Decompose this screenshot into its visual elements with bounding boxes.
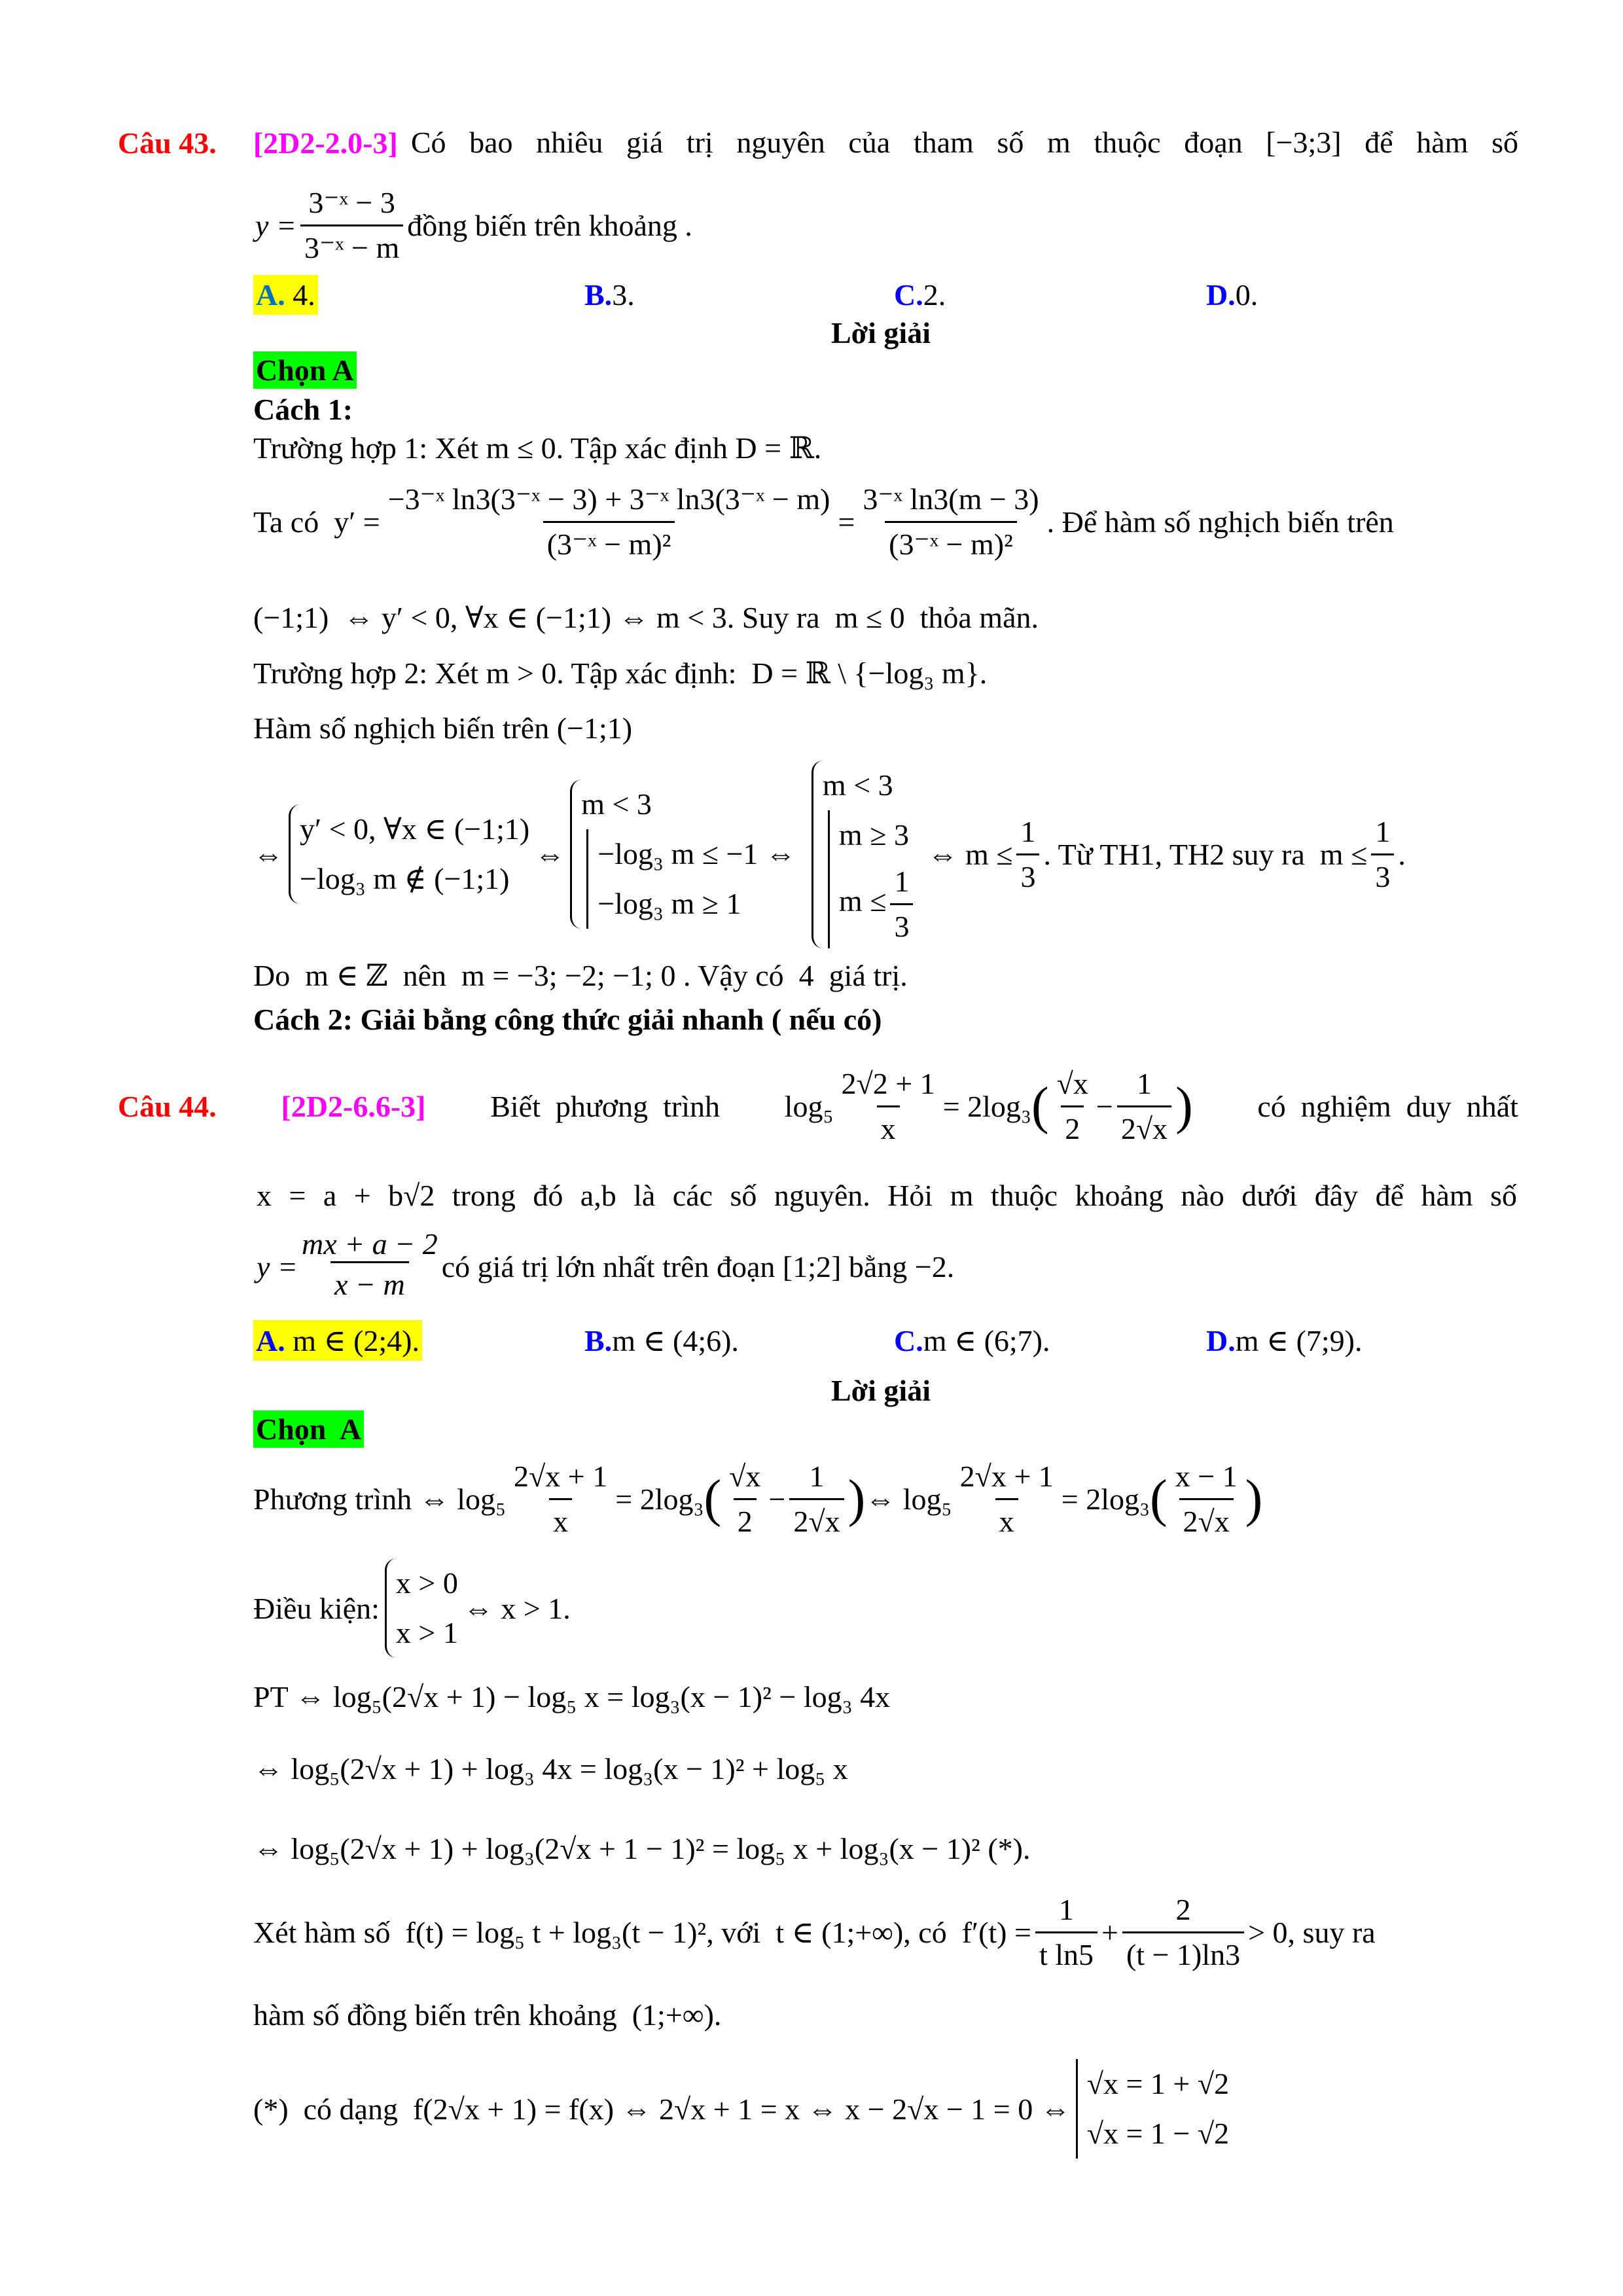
condition-line: (−1;1) ⇔ y′ < 0, ∀x ∈ (−1;1) ⇔ m < 3. Suy ra m ≤ 0 thỏa mãn. xyxy=(253,601,1039,634)
option-a[interactable] xyxy=(253,274,318,315)
final-line xyxy=(253,2067,1234,2150)
denominator: 3 xyxy=(1016,853,1039,899)
pt-mid: ⇔ log₅ xyxy=(865,1482,952,1516)
plus: + xyxy=(1101,1915,1118,1949)
numerator: 1 xyxy=(1136,1066,1152,1100)
denominator: 2√x xyxy=(789,1498,844,1543)
derivative-line xyxy=(253,482,1394,561)
sys-row: −log₃ m ∉ (−1;1) xyxy=(300,862,510,895)
chosen-answer xyxy=(253,349,357,391)
equals-2log3: = 2log₃ xyxy=(942,1089,1031,1123)
step-2: ⇔ log₅(2√x + 1) + log₃ 4x = log₃(x − 1)² + log₅ x xyxy=(253,1751,848,1785)
denominator: 3⁻ˣ − m xyxy=(300,224,403,270)
consider-prefix: Xét hàm số f(t) = log₅ t + log₃(t − 1)², với t ∈ (1;+∞), có f′(t) = xyxy=(253,1916,1031,1949)
equation-transform: Phương trình ⇔ log₅ $\frac{2√x + 1}{x}$ = 2log₃ ( $\frac{√x}{2}$ − $\frac{1}{2√x}$ ) ⇔ log₅ $\frac{2√x + 1}{x}$ = 2log₃ ( $\frac{x - 1}{2√x}$ ) xyxy=(253,1478,1262,1520)
equals-2log3: = 2log₃ xyxy=(615,1482,704,1516)
numerator: 2√x + 1 xyxy=(959,1459,1054,1493)
question-stem-end: có nghiệm duy nhất xyxy=(1257,1089,1518,1123)
deriv-prefix: Ta có y′ = xyxy=(253,505,380,539)
sys-row: √x = 1 + √2 xyxy=(1086,2067,1230,2100)
func-suffix: đồng biến trên khoảng . xyxy=(407,208,692,242)
sys-row: x > 0 xyxy=(395,1566,458,1600)
fraction xyxy=(1035,1888,1097,1977)
sys-row: m ≥ 3 xyxy=(838,817,909,852)
result-prefix: ⇔ m ≤ xyxy=(927,837,1013,871)
denominator: x − m xyxy=(330,1261,409,1306)
question-label: Câu 44. xyxy=(118,1089,217,1123)
chosen-label: Chọn A xyxy=(253,1410,364,1448)
consider-function xyxy=(253,1892,1376,1971)
numerator: −3⁻ˣ ln3(3⁻ˣ − 3) + 3⁻ˣ ln3(3⁻ˣ − m) xyxy=(387,482,830,516)
q43-header xyxy=(118,122,1518,164)
option-value: m ∈ (7;9). xyxy=(1235,1324,1363,1357)
increase-line: hàm số đồng biến trên khoảng (1;+∞). xyxy=(253,1998,722,2032)
consider-suffix: > 0, suy ra xyxy=(1248,1915,1376,1949)
method-1: Cách 1: xyxy=(253,392,353,426)
option-value: 3. xyxy=(612,278,635,312)
option-value: 2. xyxy=(923,278,946,312)
fraction xyxy=(956,1455,1058,1543)
chosen-label: Chọn A xyxy=(253,351,357,389)
fraction xyxy=(300,181,403,270)
func-prefix: y = xyxy=(257,1249,298,1283)
fraction xyxy=(510,1455,611,1543)
case-2: Trường hợp 2: Xét m > 0. Tập xác định: D = ℝ \ {−log₃ m}. xyxy=(253,656,988,690)
decrease-line: Hàm số nghịch biến trên (−1;1) xyxy=(253,711,633,745)
or-set xyxy=(586,829,796,929)
option-letter: B. xyxy=(584,1323,613,1357)
question-tag: [2D2-2.0-3] xyxy=(253,126,398,160)
fraction xyxy=(1371,810,1394,899)
pt-prefix: Phương trình ⇔ log₅ xyxy=(253,1482,507,1516)
deriv-suffix: . Để hàm số nghịch biến trên xyxy=(1046,505,1394,539)
numerator: x − 1 xyxy=(1175,1459,1238,1493)
denominator: 2 xyxy=(1061,1105,1084,1151)
denominator: x xyxy=(995,1498,1018,1543)
sys-row: m < 3 xyxy=(822,768,893,802)
option-c[interactable] xyxy=(894,1319,1050,1361)
question-label: Câu 43. xyxy=(118,126,217,160)
question-tag: [2D2-6.6-3] xyxy=(281,1089,426,1123)
option-letter: A. xyxy=(256,1324,285,1357)
equation: log₅ $\frac{2√2 + 1}{x}$ = 2log₃ ( $\frac{√x}{2}$ − $\frac{1}{2√x}$ ) xyxy=(785,1062,1193,1151)
numerator: 2√2 + 1 xyxy=(841,1066,935,1100)
sys-row: √x = 1 − √2 xyxy=(1086,2117,1230,2150)
conclusion: Do m ∈ ℤ nên m = −3; −2; −1; 0 . Vậy có 4 giá trị. xyxy=(253,959,908,992)
option-a[interactable] xyxy=(253,1319,422,1361)
func-prefix: y = xyxy=(255,208,296,242)
denominator: (3⁻ˣ − m)² xyxy=(885,521,1017,566)
equals: = xyxy=(838,505,855,539)
q44-header xyxy=(118,1066,1518,1145)
numerator: 1 xyxy=(894,864,910,898)
step-3: ⇔ log₅(2√x + 1) + log₃(2√x + 1 − 1)² = log₅ x + log₃(x − 1)² (*). xyxy=(253,1831,1031,1865)
case-1: Trường hợp 1: Xét m ≤ 0. Tập xác định D = ℝ. xyxy=(253,431,822,465)
equiv-arrow: ⇔ xyxy=(253,837,283,871)
result-suffix: . Từ TH1, TH2 suy ra m ≤ xyxy=(1043,837,1368,871)
option-d[interactable] xyxy=(1206,1319,1362,1361)
sys-row: −log₃ m ≤ −1 ⇔ xyxy=(597,837,796,870)
condition xyxy=(253,1566,571,1649)
option-value: m ∈ (4;6). xyxy=(612,1324,739,1357)
condition-system xyxy=(385,1558,458,1658)
option-value: m ∈ (2;4). xyxy=(293,1324,419,1357)
system-3 xyxy=(812,761,923,948)
equals-2log3: = 2log₃ xyxy=(1061,1482,1150,1516)
denominator: 2√x xyxy=(1117,1105,1171,1151)
fraction xyxy=(1117,1062,1171,1151)
fraction xyxy=(302,1227,438,1306)
minus: − xyxy=(1096,1089,1113,1123)
numerator: 3⁻ˣ ln3(m − 3) xyxy=(863,482,1039,516)
cond-prefix: Điều kiện: xyxy=(253,1591,380,1625)
step-1: PT ⇔ log₅(2√x + 1) − log₅ x = log₃(x − 1)² − log₃ 4x xyxy=(253,1679,891,1713)
denominator: 3 xyxy=(1371,853,1394,899)
option-b[interactable] xyxy=(584,274,635,315)
minus: − xyxy=(768,1482,786,1516)
equiv-arrow: ⇔ xyxy=(535,837,565,871)
fraction xyxy=(725,1455,764,1543)
log5: log₅ xyxy=(784,1089,834,1123)
method-2: Cách 2: Giải bằng công thức giải nhanh ( nếu có) xyxy=(253,1002,882,1036)
fraction xyxy=(1171,1455,1241,1543)
final-prefix: (*) có dạng f(2√x + 1) = f(x) ⇔ 2√x + 1 = x ⇔ x − 2√x − 1 = 0 ⇔ xyxy=(253,2092,1071,2126)
period: . xyxy=(1398,837,1406,871)
fraction xyxy=(1122,1888,1244,1977)
fraction xyxy=(859,478,1043,566)
numerator: 1 xyxy=(809,1459,825,1493)
sys-row: m < 3 xyxy=(581,787,652,821)
numerator: 1 xyxy=(1375,814,1391,848)
sys-row: x > 1 xyxy=(395,1616,458,1649)
denominator: 2√x xyxy=(1179,1498,1234,1543)
option-letter: B. xyxy=(584,278,613,312)
question-stem: Biết phương trình xyxy=(490,1089,720,1123)
option-letter: A. xyxy=(256,278,285,312)
option-letter: C. xyxy=(894,1323,923,1357)
denominator: 3 xyxy=(890,903,913,948)
or-set xyxy=(828,810,918,948)
q44-function xyxy=(257,1227,955,1301)
chosen-answer xyxy=(253,1408,364,1450)
denominator: t ln5 xyxy=(1035,1931,1097,1977)
sys-row: −log₃ m ≥ 1 xyxy=(597,887,741,920)
stem-line: x = a + b√2 trong đó a,b là các số nguyên. Hỏi m thuộc khoảng nào dưới đây để hàm số xyxy=(257,1179,1517,1212)
system-2 xyxy=(570,780,801,929)
denominator: (3⁻ˣ − m)² xyxy=(543,521,675,566)
q43-function xyxy=(255,185,692,264)
option-c[interactable] xyxy=(894,274,946,315)
system-1 xyxy=(289,804,529,904)
numerator: mx + a − 2 xyxy=(301,1227,438,1261)
sys-row xyxy=(839,860,918,948)
option-d[interactable] xyxy=(1206,274,1258,315)
or-set xyxy=(1076,2059,1229,2159)
solution-title: Lời giải xyxy=(831,1373,931,1407)
fraction xyxy=(890,860,913,948)
option-letter: D. xyxy=(1206,278,1236,312)
option-value: 0. xyxy=(1235,278,1258,312)
option-letter: C. xyxy=(894,278,923,312)
solution-title: Lời giải xyxy=(831,315,931,350)
option-b[interactable] xyxy=(584,1319,739,1361)
text: m ≤ xyxy=(838,884,887,918)
fraction xyxy=(1016,810,1039,899)
numerator: √x xyxy=(1056,1066,1088,1100)
numerator: √x xyxy=(729,1459,761,1493)
numerator: 3⁻ˣ − 3 xyxy=(308,185,395,219)
sys-row: y′ < 0, ∀x ∈ (−1;1) xyxy=(300,812,530,846)
denominator: x xyxy=(549,1498,572,1543)
denominator: x xyxy=(877,1105,900,1151)
option-value: 4. xyxy=(293,278,315,312)
option-letter: D. xyxy=(1206,1323,1236,1357)
numerator: 2√x + 1 xyxy=(514,1459,608,1493)
func-suffix: có giá trị lớn nhất trên đoạn [1;2] bằng −2. xyxy=(441,1249,955,1283)
fraction xyxy=(838,1062,939,1151)
denominator: (t − 1)ln3 xyxy=(1122,1931,1244,1977)
denominator: 2 xyxy=(734,1498,757,1543)
cond-suffix: ⇔ x > 1. xyxy=(463,1591,571,1625)
fraction xyxy=(384,478,834,566)
system-line xyxy=(253,768,1406,943)
q44-line2 xyxy=(257,1175,1517,1217)
option-value: m ∈ (6;7). xyxy=(923,1324,1050,1357)
fraction xyxy=(789,1455,844,1543)
fraction xyxy=(1053,1062,1092,1151)
numerator: 1 xyxy=(1020,814,1036,848)
numerator: 2 xyxy=(1175,1892,1191,1926)
numerator: 1 xyxy=(1058,1892,1074,1926)
question-stem: Có bao nhiêu giá trị nguyên của tham số m thuộc đoạn [−3;3] để hàm số xyxy=(410,126,1518,159)
